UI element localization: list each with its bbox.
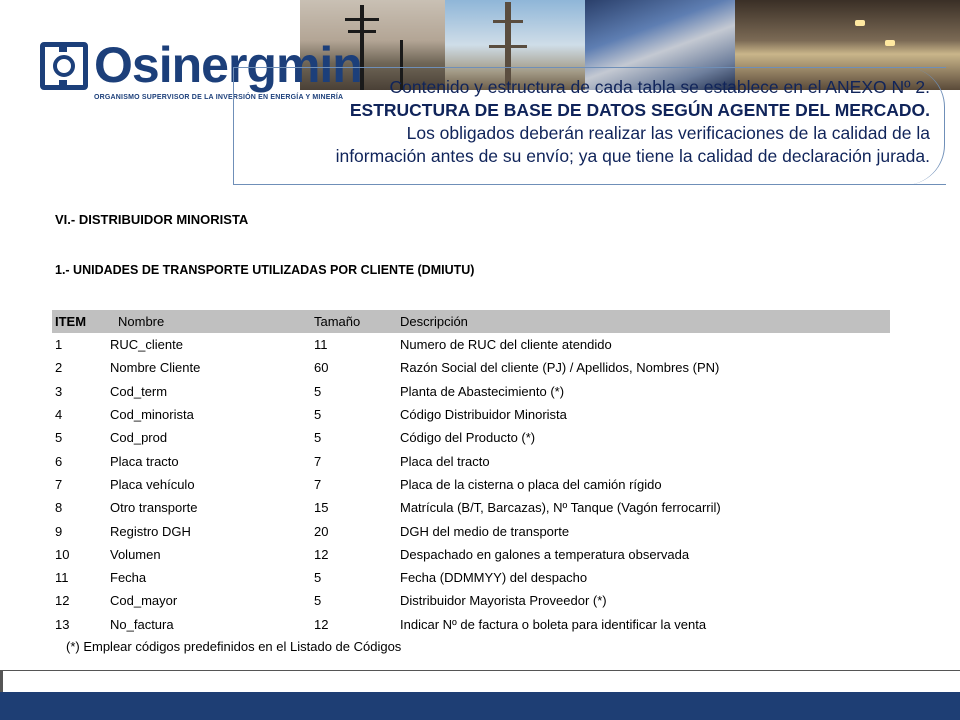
footer-divider bbox=[0, 670, 960, 671]
cell-tamano: 7 bbox=[314, 453, 322, 469]
cell-nombre: Registro DGH bbox=[110, 523, 191, 539]
cell-tamano: 5 bbox=[314, 593, 322, 609]
table-row bbox=[52, 589, 890, 612]
cell-descripcion: Planta de Abastecimiento (*) bbox=[400, 383, 565, 399]
cell-descripcion: Numero de RUC del cliente atendido bbox=[400, 337, 612, 353]
footnote: (*) Emplear códigos predefinidos en el Listado de Códigos bbox=[66, 639, 402, 654]
table-body bbox=[52, 333, 890, 636]
footer-bar bbox=[0, 692, 960, 720]
table-row bbox=[52, 333, 890, 356]
table-row bbox=[52, 449, 890, 472]
fields-table bbox=[52, 310, 890, 636]
cell-nombre: Fecha bbox=[110, 570, 147, 586]
cell-tamano: 5 bbox=[314, 383, 322, 399]
cell-item: 9 bbox=[55, 523, 63, 539]
cell-tamano: 12 bbox=[314, 616, 329, 632]
cell-descripcion: Fecha (DDMMYY) del despacho bbox=[400, 570, 588, 586]
table-row bbox=[52, 519, 890, 542]
cell-item: 8 bbox=[55, 500, 63, 516]
cell-item: 3 bbox=[55, 383, 63, 399]
cell-nombre: RUC_cliente bbox=[110, 337, 183, 353]
logo-wordmark: Osinergmin bbox=[94, 37, 362, 93]
cell-nombre: Volumen bbox=[110, 546, 161, 562]
cell-nombre: Placa tracto bbox=[110, 453, 179, 469]
cell-nombre: Otro transporte bbox=[110, 500, 198, 516]
cell-descripcion: Distribuidor Mayorista Proveedor (*) bbox=[400, 593, 607, 609]
notice-line-4: información antes de su envío; ya que tiene la calidad de declaración jurada. bbox=[335, 146, 930, 166]
section-title: VI.- DISTRIBUIDOR MINORISTA bbox=[55, 212, 249, 227]
cell-item: 7 bbox=[55, 476, 63, 492]
notice-line-3: Los obligados deberán realizar las verificaciones de la calidad de la bbox=[406, 123, 930, 143]
table-row bbox=[52, 496, 890, 519]
cell-descripcion: DGH del medio de transporte bbox=[400, 523, 570, 539]
cell-descripcion: Matrícula (B/T, Barcazas), Nº Tanque (Vagón ferrocarril) bbox=[400, 500, 721, 516]
cell-item: 5 bbox=[55, 430, 63, 446]
table-row bbox=[52, 356, 890, 379]
cell-descripcion: Despachado en galones a temperatura observada bbox=[400, 546, 690, 562]
header-tamano: Tamaño bbox=[314, 314, 361, 329]
cell-item: 6 bbox=[55, 453, 63, 469]
table-row bbox=[52, 613, 890, 636]
cell-item: 13 bbox=[55, 616, 70, 632]
cell-tamano: 20 bbox=[314, 523, 329, 539]
cell-nombre: Cod_term bbox=[110, 383, 168, 399]
table-row bbox=[52, 566, 890, 589]
table-row bbox=[52, 380, 890, 403]
notice-text bbox=[240, 76, 930, 168]
table-title: 1.- UNIDADES DE TRANSPORTE UTILIZADAS POR CLIENTE (DMIUTU) bbox=[55, 263, 475, 277]
cell-tamano: 7 bbox=[314, 476, 322, 492]
cell-tamano: 5 bbox=[314, 407, 322, 423]
cell-item: 4 bbox=[55, 407, 63, 423]
cell-tamano: 12 bbox=[314, 546, 329, 562]
cell-descripcion: Placa de la cisterna o placa del camión rígido bbox=[400, 476, 662, 492]
cell-descripcion: Indicar Nº de factura o boleta para identificar la venta bbox=[400, 616, 707, 632]
table-row bbox=[52, 426, 890, 449]
logo-subtitle: ORGANISMO SUPERVISOR DE LA INVERSIÓN EN ENERGÍA Y MINERÍA bbox=[94, 94, 344, 101]
logo-emblem-icon bbox=[40, 42, 88, 90]
cell-nombre: Cod_prod bbox=[110, 430, 168, 446]
notice-line-2: ESTRUCTURA DE BASE DE DATOS SEGÚN AGENTE DEL MERCADO. bbox=[349, 100, 930, 120]
cell-descripcion: Código del Producto (*) bbox=[400, 430, 536, 446]
cell-nombre: Cod_mayor bbox=[110, 593, 178, 609]
cell-item: 1 bbox=[55, 337, 63, 353]
cell-item: 2 bbox=[55, 360, 63, 376]
table-row bbox=[52, 543, 890, 566]
cell-tamano: 5 bbox=[314, 430, 322, 446]
header-item: ITEM bbox=[55, 314, 87, 329]
cell-tamano: 15 bbox=[314, 500, 329, 516]
cell-nombre: Cod_minorista bbox=[110, 407, 194, 423]
footer-left-edge bbox=[0, 671, 3, 692]
header-nombre: Nombre bbox=[118, 314, 165, 329]
table-header-row bbox=[52, 310, 890, 333]
cell-item: 11 bbox=[55, 570, 69, 586]
cell-item: 10 bbox=[55, 546, 70, 562]
cell-descripcion: Razón Social del cliente (PJ) / Apellidos, Nombres (PN) bbox=[400, 360, 720, 376]
cell-nombre: Placa vehículo bbox=[110, 476, 195, 492]
table-row bbox=[52, 403, 890, 426]
cell-tamano: 60 bbox=[314, 360, 329, 376]
cell-tamano: 11 bbox=[314, 337, 328, 353]
cell-nombre: Nombre Cliente bbox=[110, 360, 201, 376]
notice-line-1: Contenido y estructura de cada tabla se establece en el ANEXO Nº 2. bbox=[389, 77, 930, 97]
cell-tamano: 5 bbox=[314, 570, 322, 586]
cell-descripcion: Placa del tracto bbox=[400, 453, 490, 469]
cell-nombre: No_factura bbox=[110, 616, 174, 632]
table-row bbox=[52, 473, 890, 496]
cell-item: 12 bbox=[55, 593, 70, 609]
header-descripcion: Descripción bbox=[400, 314, 468, 329]
cell-descripcion: Código Distribuidor Minorista bbox=[400, 407, 567, 423]
